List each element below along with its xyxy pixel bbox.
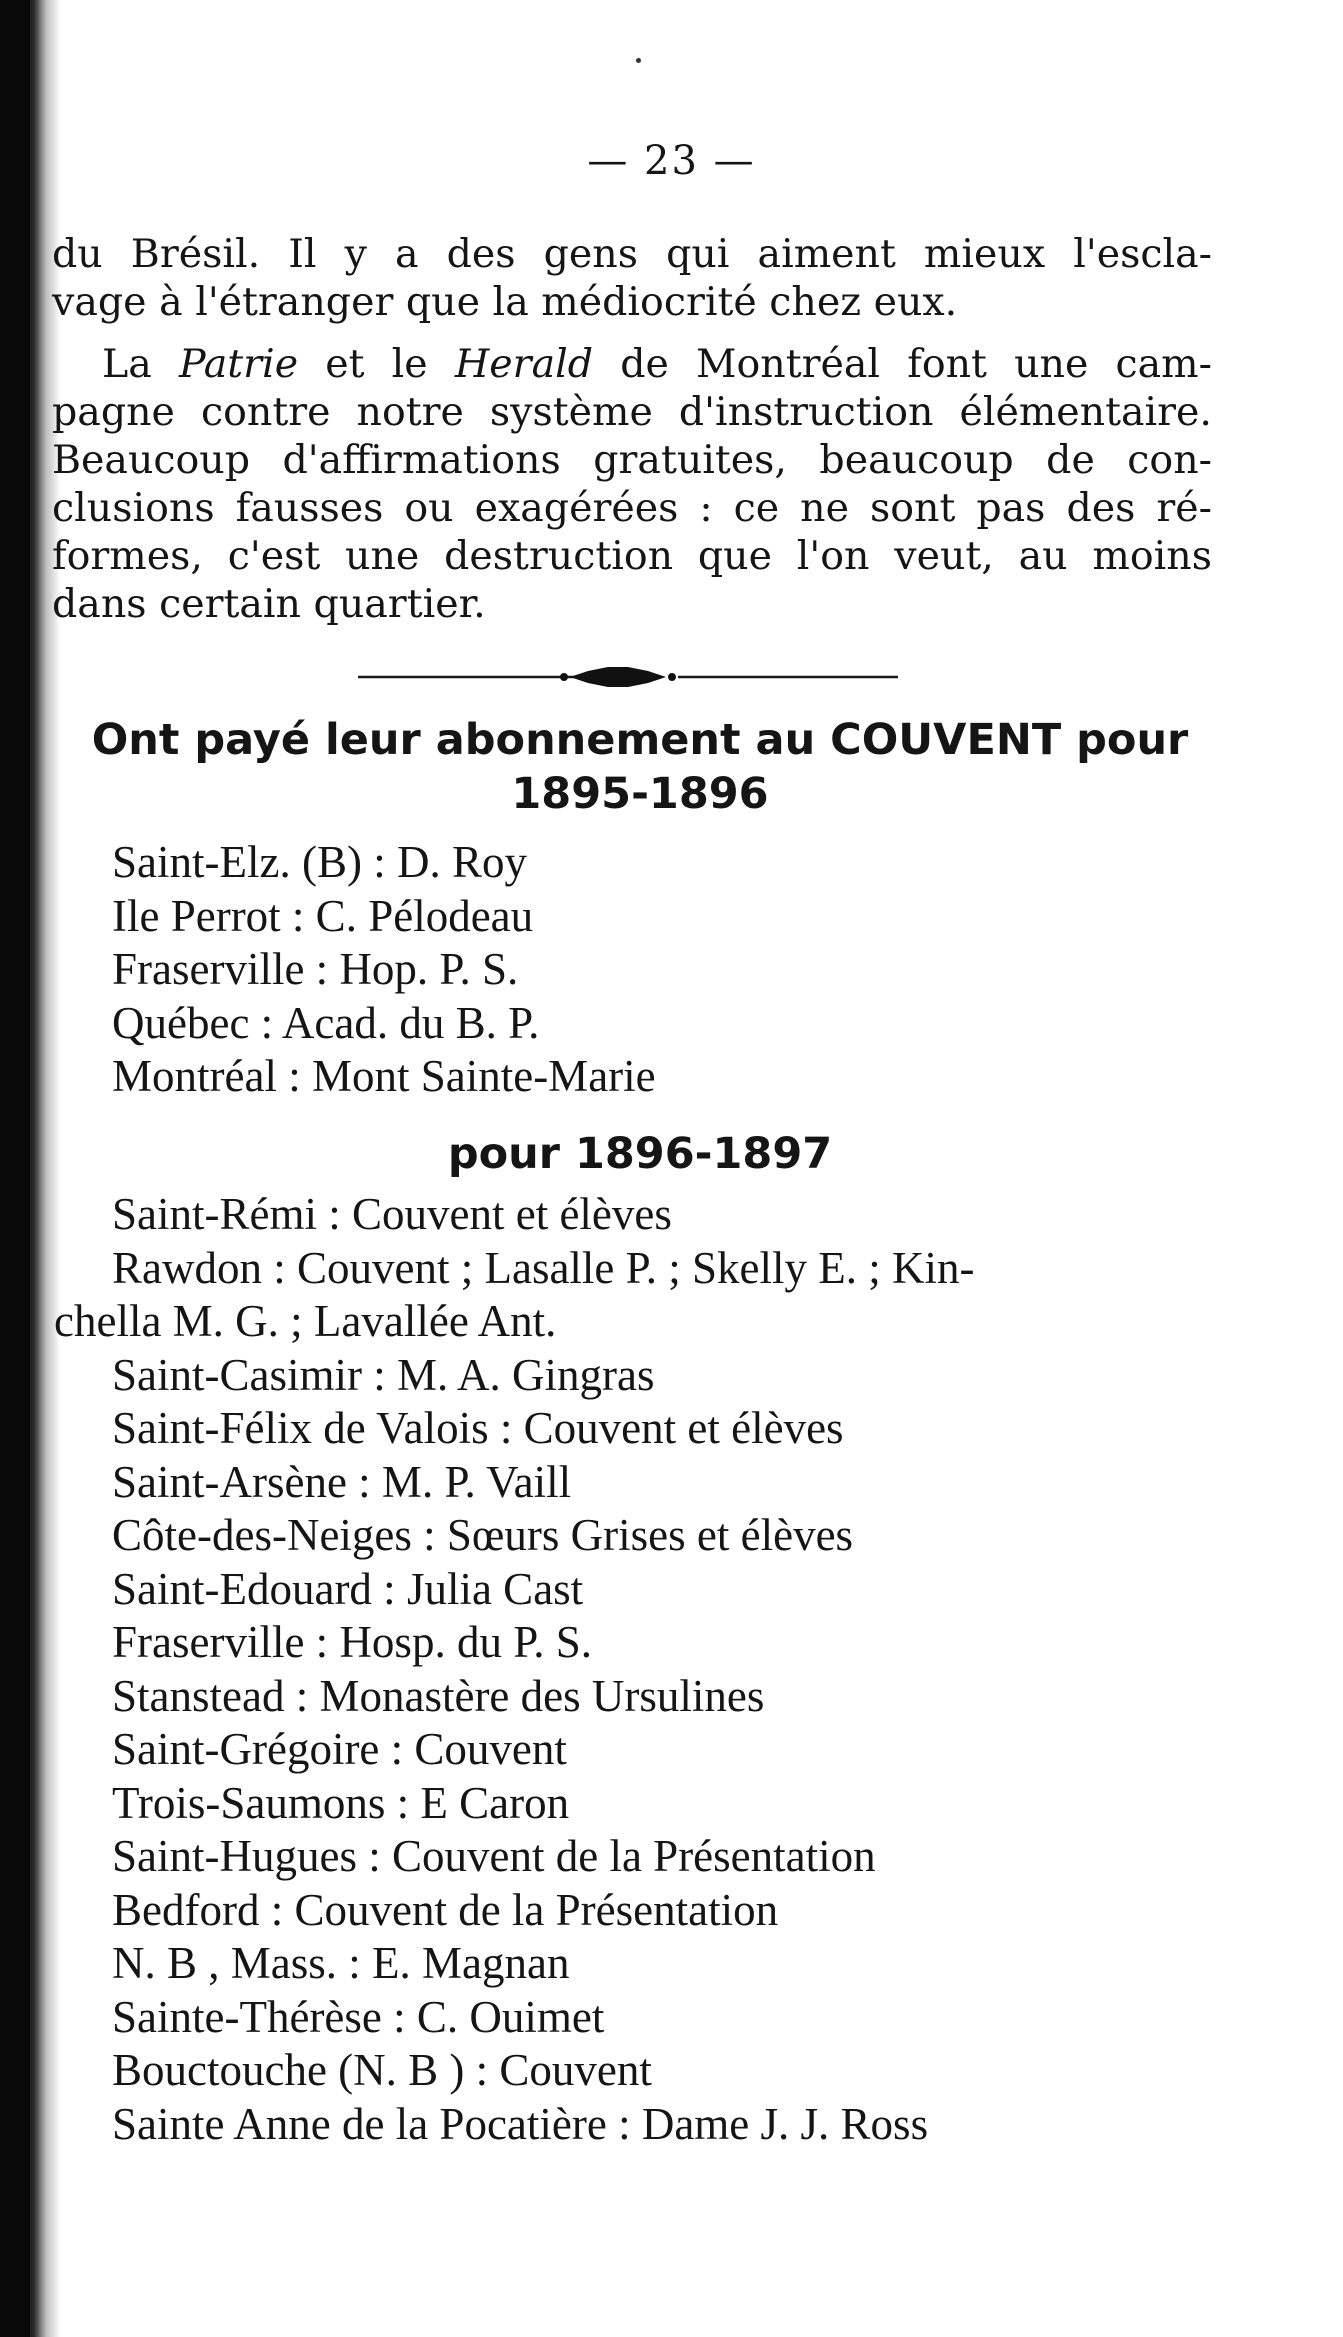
list-item: Fraserville : Hop. P. S. <box>112 944 519 994</box>
ornament-divider <box>358 667 898 687</box>
newspaper-title-herald: Herald <box>454 341 594 387</box>
year-heading: pour 1896-1897 <box>447 1129 833 1179</box>
prose-line: dans certain quartier. <box>52 581 486 627</box>
list-item: Côte-des-Neiges : Sœurs Grises et élèves <box>112 1510 854 1560</box>
page-number: — 23 — <box>587 138 756 184</box>
list-item: Québec : Acad. du B. P. <box>112 997 540 1048</box>
list-item: N. B , Mass. : E. Magnan <box>112 1938 570 1988</box>
list-item: Bedford : Couvent de la Présentation <box>112 1884 779 1935</box>
list-item: Saint-Arsène : M. P. Vaill <box>112 1456 572 1507</box>
list-item: Ile Perrot : C. Pélodeau <box>112 890 534 941</box>
list-item: Saint-Félix de Valois : Couvent et élèves <box>112 1403 844 1453</box>
list-item: Saint-Hugues : Couvent de la Présentation <box>112 1831 876 1881</box>
list-item: Saint-Grégoire : Couvent <box>112 1724 567 1774</box>
book-gutter <box>0 0 30 2337</box>
prose-line: Beaucoup d'affirmations gratuites, beaucoup de con- <box>52 437 1212 483</box>
heading-year: 1895-1896 <box>511 769 769 819</box>
list-item: Sainte-Thérèse : C. Ouimet <box>112 1991 605 2042</box>
list-item: Saint-Rémi : Couvent et élèves <box>112 1189 672 1239</box>
list-item: Saint-Casimir : M. A. Gingras <box>112 1349 655 1400</box>
list-item: Trois-Saumons : E Caron <box>112 1777 570 1828</box>
newspaper-title-patrie: Patrie <box>178 341 299 387</box>
list-item: Fraserville : Hosp. du P. S. <box>112 1617 593 1667</box>
prose-fragment: et le <box>298 341 455 387</box>
prose-line: formes, c'est une destruction que l'on veut, au moins <box>52 533 1212 579</box>
prose-line: vage à l'étranger que la médiocrité chez eux. <box>52 279 958 325</box>
list-item-continuation: chella M. G. ; Lavallée Ant. <box>54 1296 557 1346</box>
article-text <box>52 230 1212 628</box>
list-item: Montréal : Mont Sainte-Marie <box>112 1051 656 1101</box>
list-item: Saint-Elz. (B) : D. Roy <box>112 837 527 887</box>
list-item: Sainte Anne de la Pocatière : Dame J. J. Ross <box>112 2098 929 2149</box>
prose-line-titles <box>52 340 1212 388</box>
prose-line: pagne contre notre système d'instruction élémentaire. <box>52 389 1212 435</box>
list-item: Saint-Edouard : Julia Cast <box>112 1563 584 1614</box>
list-item: Stanstead : Monastère des Ursulines <box>112 1670 765 1721</box>
subscriber-list-1895 <box>112 836 656 1104</box>
prose-line: du Brésil. Il y a des gens qui aiment mieux l'escla- <box>52 231 1212 277</box>
list-item: Rawdon : Couvent ; Lasalle P. ; Skelly E. ; Kin- <box>112 1242 975 1293</box>
subscriber-list-1896 <box>54 1188 975 2151</box>
prose-fragment: de Montréal font une cam- <box>593 341 1212 387</box>
heading-line: Ont payé leur abonnement au COUVENT pour <box>91 715 1189 765</box>
subscription-heading <box>40 713 1240 821</box>
prose-line: clusions fausses ou exagérées : ce ne sont pas des ré- <box>52 485 1212 531</box>
print-speck <box>636 58 641 63</box>
prose-fragment: La <box>102 341 179 387</box>
list-item: Bouctouche (N. B ) : Couvent <box>112 2045 652 2095</box>
